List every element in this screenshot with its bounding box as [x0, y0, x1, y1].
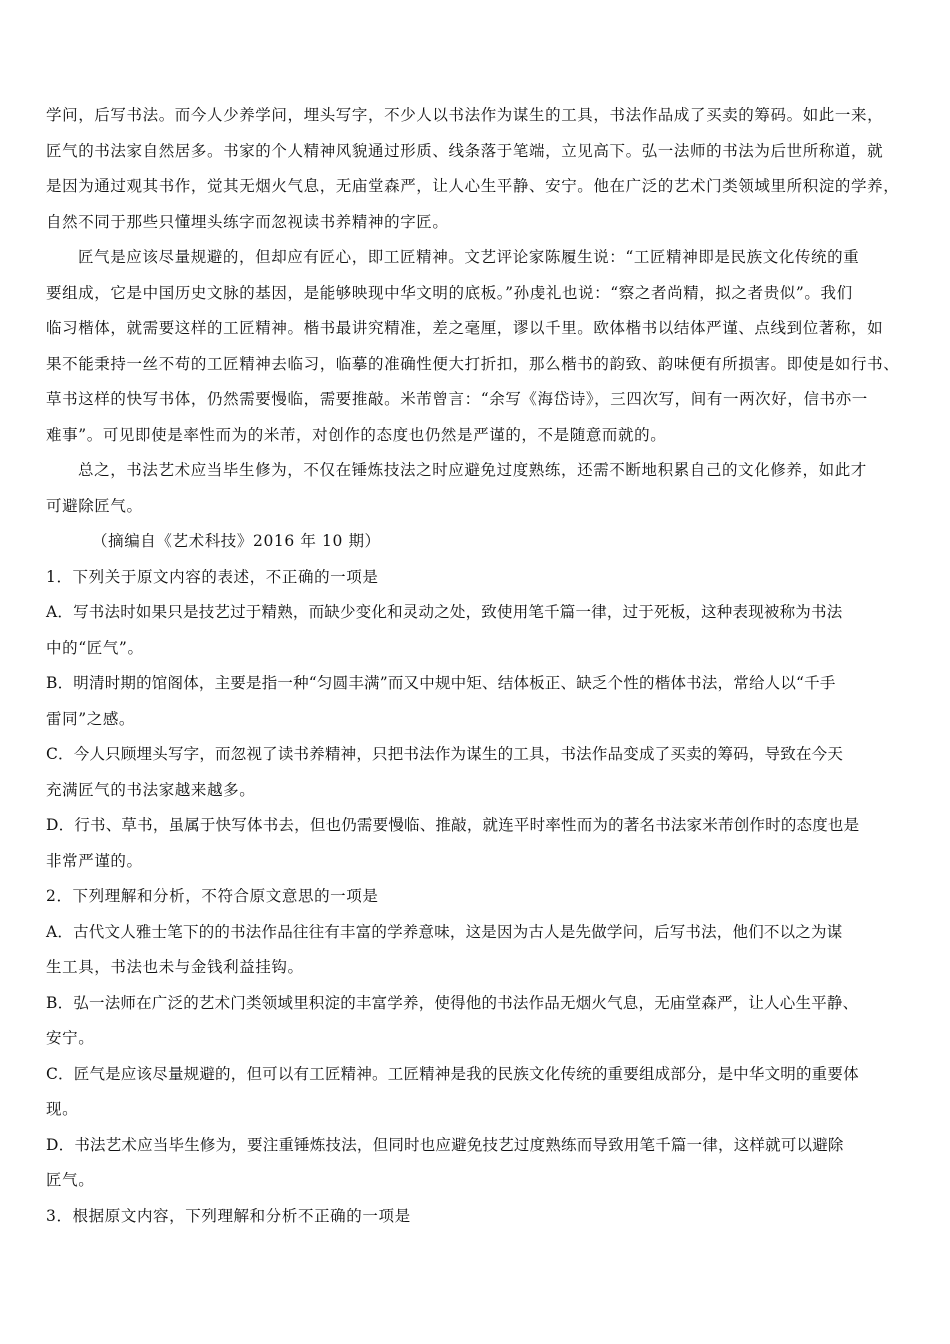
text-line: 草书这样的快写书体，仍然需要慢临，需要推敲。米芾曾言：“余写《海岱诗》，三四次写，间有一两次好，信书亦一	[46, 390, 868, 408]
option-line: 安宁。	[46, 1029, 95, 1047]
option-line: A．写书法时如果只是技艺过于精熟，而缺少变化和灵动之处，致使用笔千篇一律，过于死板，这种表现被称为书法	[46, 603, 843, 621]
text-line: 难事”。可见即使是率性而为的米芾，对创作的态度也仍然是严谨的，不是随意而就的。	[46, 425, 667, 444]
option-c	[46, 737, 908, 808]
paragraph-1	[46, 98, 908, 240]
question-stem: 3．根据原文内容，下列理解和分析不正确的一项是	[46, 1206, 411, 1225]
option-line: D．行书、草书，虽属于快写体书去，但也仍需要慢临、推敲，就连平时率性而为的著名书法家米芾创作时的态度也是	[46, 816, 860, 834]
paragraph-3	[46, 453, 908, 524]
question-stem: 2．下列理解和分析，不符合原文意思的一项是	[46, 887, 379, 905]
option-d	[46, 808, 908, 879]
option-line: 雷同”之感。	[46, 709, 136, 728]
text-line: 临习楷体，就需要这样的工匠精神。楷书最讲究精准，差之毫厘，谬以千里。欧体楷书以结体严谨、点线到位著称，如	[46, 319, 884, 337]
document-page	[46, 98, 908, 1234]
option-b	[46, 666, 908, 737]
option-line: 中的“匠气”。	[46, 638, 144, 657]
option-line: 生工具，书法也未与金钱利益挂钩。	[46, 958, 304, 976]
text-line: 学问，后写书法。而今人少养学问，埋头写字，不少人以书法作为谋生的工具，书法作品成了买卖的筹码。如此一来，	[46, 106, 884, 124]
option-line: C．匠气是应该尽量规避的，但可以有工匠精神。工匠精神是我的民族文化传统的重要组成部分，是中华文明的重要体	[46, 1064, 859, 1083]
paragraph-2	[46, 240, 908, 453]
option-b	[46, 986, 908, 1057]
option-a	[46, 595, 908, 666]
option-c	[46, 1057, 908, 1128]
option-line: D．书法艺术应当毕生修为，要注重锤炼技法，但同时也应避免技艺过度熟练而导致用笔千篇一律，这样就可以避除	[46, 1135, 844, 1154]
question-1	[46, 560, 908, 880]
option-line: 充满匠气的书法家越来越多。	[46, 780, 256, 799]
option-line: B．明清时期的馆阁体，主要是指一种“匀圆丰满”而又中规中矩、结体板正、缺乏个性的楷体书法，常给人以“千手	[46, 674, 836, 692]
text-line: 可避除匠气。	[46, 496, 143, 515]
question-3	[46, 1199, 908, 1235]
option-line: 现。	[46, 1100, 79, 1118]
text-line: 匠气的书法家自然居多。书家的个人精神风貌通过形质、线条落于笔端，立见高下。弘一法师的书法为后世所称道，就	[46, 141, 884, 160]
source-citation: （摘编自《艺术科技》2016 年 10 期）	[92, 532, 381, 550]
text-line: 自然不同于那些只懂埋头练字而忽视读书养精神的字匠。	[46, 212, 449, 231]
text-line: 总之，书法艺术应当毕生修为，不仅在锤炼技法之时应避免过度熟练，还需不断地积累自己的文化修养，如此才	[78, 461, 867, 479]
option-line: A．古代文人雅士笔下的的书法作品往往有丰富的学养意味，这是因为古人是先做学问，后写书法，他们不以之为谋	[46, 922, 843, 941]
text-line: 要组成，它是中国历史文脉的基因，是能够映现中华文明的底板。”孙虔礼也说：“察之者尚精，拟之者贵似”。我们	[46, 283, 853, 302]
option-line: 匠气。	[46, 1171, 95, 1189]
text-line: 是因为通过观其书作，觉其无烟火气息，无庙堂森严，让人心生平静、安宁。他在广泛的艺术门类领域里所积淀的学养，	[46, 177, 900, 195]
option-d	[46, 1128, 908, 1199]
question-stem: 1．下列关于原文内容的表述，不正确的一项是	[46, 567, 379, 586]
question-2	[46, 879, 908, 1199]
option-line: 非常严谨的。	[46, 851, 143, 870]
option-line: B．弘一法师在广泛的艺术门类领域里积淀的丰富学养，使得他的书法作品无烟火气息，无庙堂森严，让人心生平静、	[46, 993, 859, 1012]
text-line: 果不能秉持一丝不苟的工匠精神去临习，临摹的准确性便大打折扣，那么楷书的韵致、韵味便有所损害。即使是如行书、	[46, 354, 900, 373]
text-line: 匠气是应该尽量规避的，但却应有匠心，即工匠精神。文艺评论家陈履生说：“工匠精神即是民族文化传统的重	[78, 248, 860, 266]
option-line: C．今人只顾埋头写字，而忽视了读书养精神，只把书法作为谋生的工具，书法作品变成了买卖的筹码，导致在今天	[46, 745, 844, 763]
option-a	[46, 915, 908, 986]
